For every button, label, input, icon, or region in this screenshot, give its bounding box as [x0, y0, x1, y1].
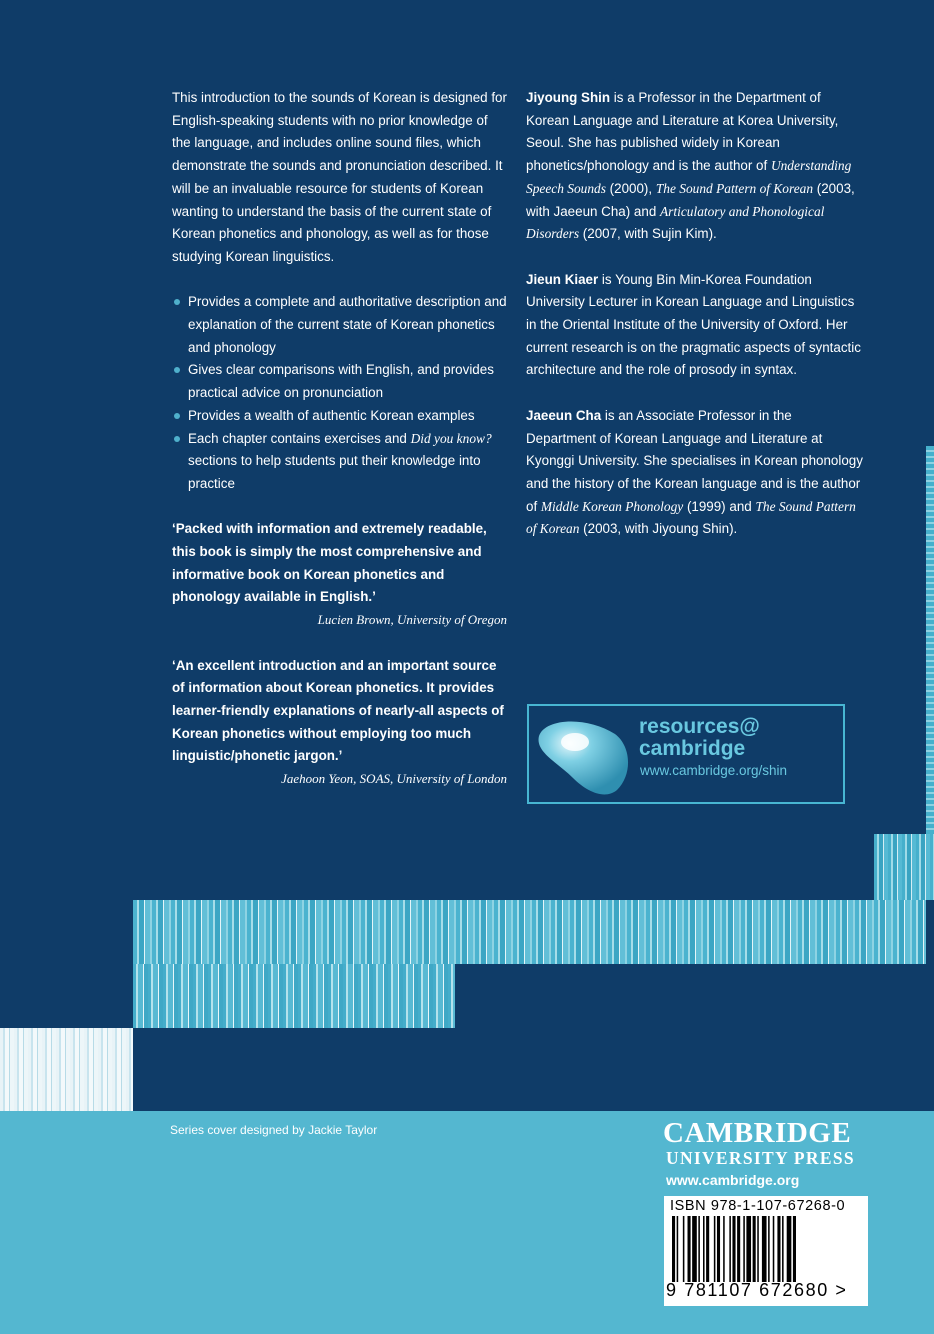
book-title: The Sound Pattern of Korean	[526, 498, 856, 537]
publisher-name: CAMBRIDGE	[663, 1117, 852, 1149]
author-bio-kiaer	[526, 269, 864, 383]
author-name: Jiyoung Shin	[526, 90, 611, 105]
bio-text: is Young Bin Min-Korea Foundation University Lecturer in Korean Language and Linguistics in the Oriental Institute of the University of Oxford. Her current research is on the pragmatic aspects of syntactic architecture and the role of prosody in syntax.	[526, 271, 861, 378]
decorative-stripe	[133, 964, 455, 1028]
resources-link-box[interactable]	[527, 704, 845, 804]
bio-text: is an Associate Professor in the Department of Korean Language and Literature at Kyonggi University. She specialises in Korean phonology and the history of the Korean language and is the author of	[526, 407, 863, 514]
isbn-barcode	[664, 1196, 868, 1306]
book-title: Understanding Speech Sounds	[526, 158, 852, 196]
feature-list	[172, 291, 507, 495]
barcode-digits: 9 781107 672680 >	[666, 1280, 848, 1300]
bio-text: (2003, with Jaeeun Cha) and	[526, 180, 855, 219]
decorative-stripe	[874, 834, 934, 900]
author-bio-cha	[526, 405, 864, 541]
author-name: Jaeeun Cha	[526, 407, 602, 423]
isbn-label: ISBN 978-1-107-67268-0	[670, 1198, 846, 1214]
feature-item: Gives clear comparisons with English, and provides practical advice on pronunciation	[172, 359, 507, 404]
cover-credit: Series cover designed by Jackie Taylor	[170, 1123, 378, 1137]
decorative-stripe	[0, 1028, 133, 1111]
author-bio-shin	[526, 87, 864, 246]
bio-text: (2000),	[605, 180, 656, 196]
feature-item: Provides a wealth of authentic Korean examples	[172, 405, 507, 428]
book-title: Articulatory and Phonological Disorders	[526, 203, 825, 242]
intro-paragraph: This introduction to the sounds of Korean is designed for English-speaking students with no prior knowledge of the language, and includes online sound files, which demonstrate the sounds and pronunciation described. It will be an invaluable resource for students of Korean wanting to understand the basis of the current state of Korean phonetics and phonology, as well as for those studying Korean linguistics.	[172, 90, 507, 264]
book-title: Middle Korean Phonology	[540, 498, 684, 514]
feature-item	[172, 428, 507, 496]
review-quote	[172, 655, 507, 791]
resources-logo-icon	[535, 712, 635, 798]
decorative-stripe	[926, 446, 934, 834]
quote-attribution: Jaehoon Yeon, SOAS, University of London	[281, 771, 507, 787]
resources-title	[639, 716, 760, 760]
resources-title-line2: cambridge	[639, 737, 746, 760]
resources-url[interactable]: www.cambridge.org/shin	[640, 763, 788, 778]
quote-attribution: Lucien Brown, University of Oregon	[317, 612, 507, 628]
book-title: The Sound Pattern of Korean	[655, 180, 814, 196]
quote-text: ‘An excellent introduction and an important source of information about Korean phonetics. It provides learner-friendly explanations of nearly-all aspects of Korean phonetics without employing too much linguistic/phonetic jargon.’	[172, 657, 504, 764]
feature-item: Provides a complete and authoritative description and explanation of the current state of Korean phonetics and phonology	[172, 291, 507, 359]
bio-text: is a Professor in the Department of Korean Language and Literature at Korea University, Seoul. She has published widely in Korean phonetics/phonology and is the author of	[526, 90, 839, 174]
author-name: Jieun Kiaer	[526, 271, 599, 287]
resources-title-line1: resources@	[639, 715, 760, 738]
feature-text: Each chapter contains exercises and	[188, 430, 411, 446]
authors-column	[526, 87, 864, 564]
bio-text: (2007, with Sujin Kim).	[579, 226, 717, 242]
feature-text: sections to help students put their knowledge into practice	[188, 453, 481, 491]
publisher-url[interactable]: www.cambridge.org	[666, 1172, 800, 1188]
bio-text: (2003, with Jiyoung Shin).	[579, 521, 738, 537]
quote-text: ‘Packed with information and extremely readable, this book is simply the most comprehensive and informative book on Korean phonetics and phonology available in English.’	[172, 521, 487, 605]
barcode-icon	[672, 1216, 852, 1282]
bio-text: (1999) and	[683, 498, 756, 514]
decorative-stripe	[133, 900, 926, 964]
publisher-subtitle: UNIVERSITY PRESS	[666, 1148, 855, 1168]
feature-italic: Did you know?	[410, 430, 492, 446]
review-quote	[172, 518, 507, 632]
blurb-column	[172, 87, 507, 813]
